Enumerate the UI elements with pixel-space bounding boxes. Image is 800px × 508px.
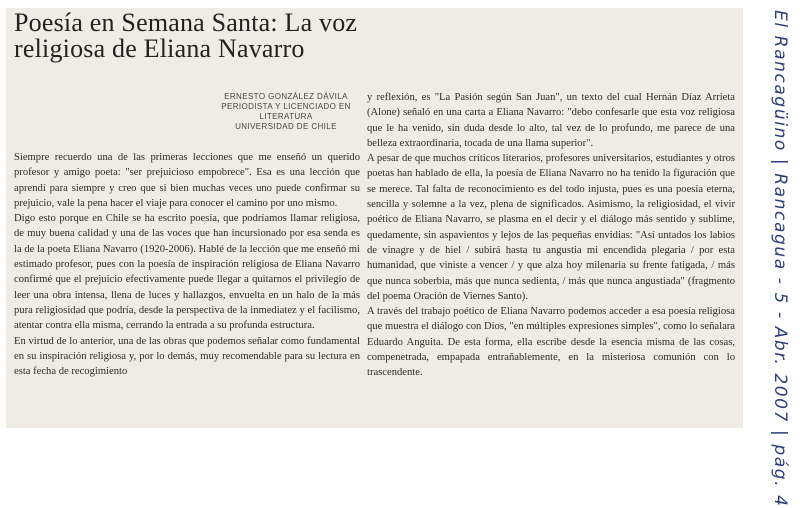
paragraph: y reflexión, es "La Pasión según San Juan", un texto del cual Hernán Díaz Arrieta (Alone) señaló en una carta a Eliana Navarro: "debo confesarle que esta voz religiosa que le ha venido, sin duda desde lo alto, tal vez de lo profundo, me parece de una belleza extraordinaria, tocada de una llama superior". [367, 92, 735, 149]
paragraph: A través del trabajo poético de Eliana Navarro podemos acceder a esa poesía religiosa que muestra el diálogo con Dios, "en múltiples expresiones simples", como lo señalara Eduardo Anguita. De esta forma, ella escribe desde la esencia misma de las cosas, compenetrada, empapada entrañablemente, en la misteriosa comunión con lo trascendente. [367, 306, 735, 379]
handwritten-annotation [748, 10, 796, 508]
paragraph: En virtud de lo anterior, una de las obras que podemos señalar como fundamental en su inspiración religiosa y, por lo demás, muy recomendable para su lectura en esta fecha de recogimiento [14, 335, 360, 378]
byline [211, 92, 361, 132]
newspaper-clipping [6, 8, 743, 428]
paragraph: Digo esto porque en Chile se ha escrito poesía, que podríamos llamar religiosa, de muy buena calidad y una de las voces que han incursionado por esa senda es la de la poeta Eliana Navarro (1920-2006). Hablé de la lección que me enseñó mi estimado profesor, pues con la poesía de inspiración religiosa de Eliana Navarro confirmé que el prejuicio efectivamente puede llegar a quitarnos el privilegio de leer una obra intensa, llena de luces y hallazgos, envuelta en un halo de la más pura religiosidad que podría, desde la perspectiva de la inmediatez y el facilismo, atentar contra ella misma, cerrando la entrada a su profunda estructura. [14, 213, 360, 332]
author-role: PERIODISTA Y LICENCIADO EN LITERATURA [221, 102, 351, 121]
author-name: ERNESTO GONZÁLEZ DÁVILA [224, 92, 348, 101]
paragraph: Siempre recuerdo una de las primeras lecciones que me enseñó un querido profesor y amigo poeta: "ser prejuicioso empobrece". Esa es una lección que aprendí para siempre y creo que si bien muchas veces uno puede confirmar su prejuicio, vale la pena hacer el viaje para conocer el camino por uno mismo. [14, 152, 360, 209]
paragraph: A pesar de que muchos críticos literarios, profesores universitarios, estudiantes y otros poetas han hablado de ella, la poesía de Eliana Navarro no ha tenido la figuración que se merece. Tal falta de reconocimiento es del todo injusta, pues es una poesía eterna, sencilla y solemne a la vez, plena de significados. Asimismo, la religiosidad, el vivir poético de Eliana Navarro, se plasma en el decir y el diálogo más sentido y sublime, quedamente, sin aspavientos y lejos de las pequeñas envidias: "Así untados los labios de vinagre y de hiel / subirá hasta tu angustia mi encendida plegaria / por esta humanidad, que viniste a vencer / y que alza hoy milenaria su frente fatigada, / más que nunca soberbia, más que nunca sedienta, / más que nunca angustiada" (fragmento del poema Oración de Viernes Santo). [367, 153, 735, 302]
annotation-text: El Rancagüino | Rancagua - 5 - Abr. 2007 | pág. 4 [770, 10, 790, 508]
right-column [367, 90, 735, 381]
left-column [14, 150, 360, 379]
article-title: Poesía en Semana Santa: La voz religiosa de Eliana Navarro [14, 8, 358, 63]
author-affiliation: UNIVERSIDAD DE CHILE [235, 122, 337, 131]
